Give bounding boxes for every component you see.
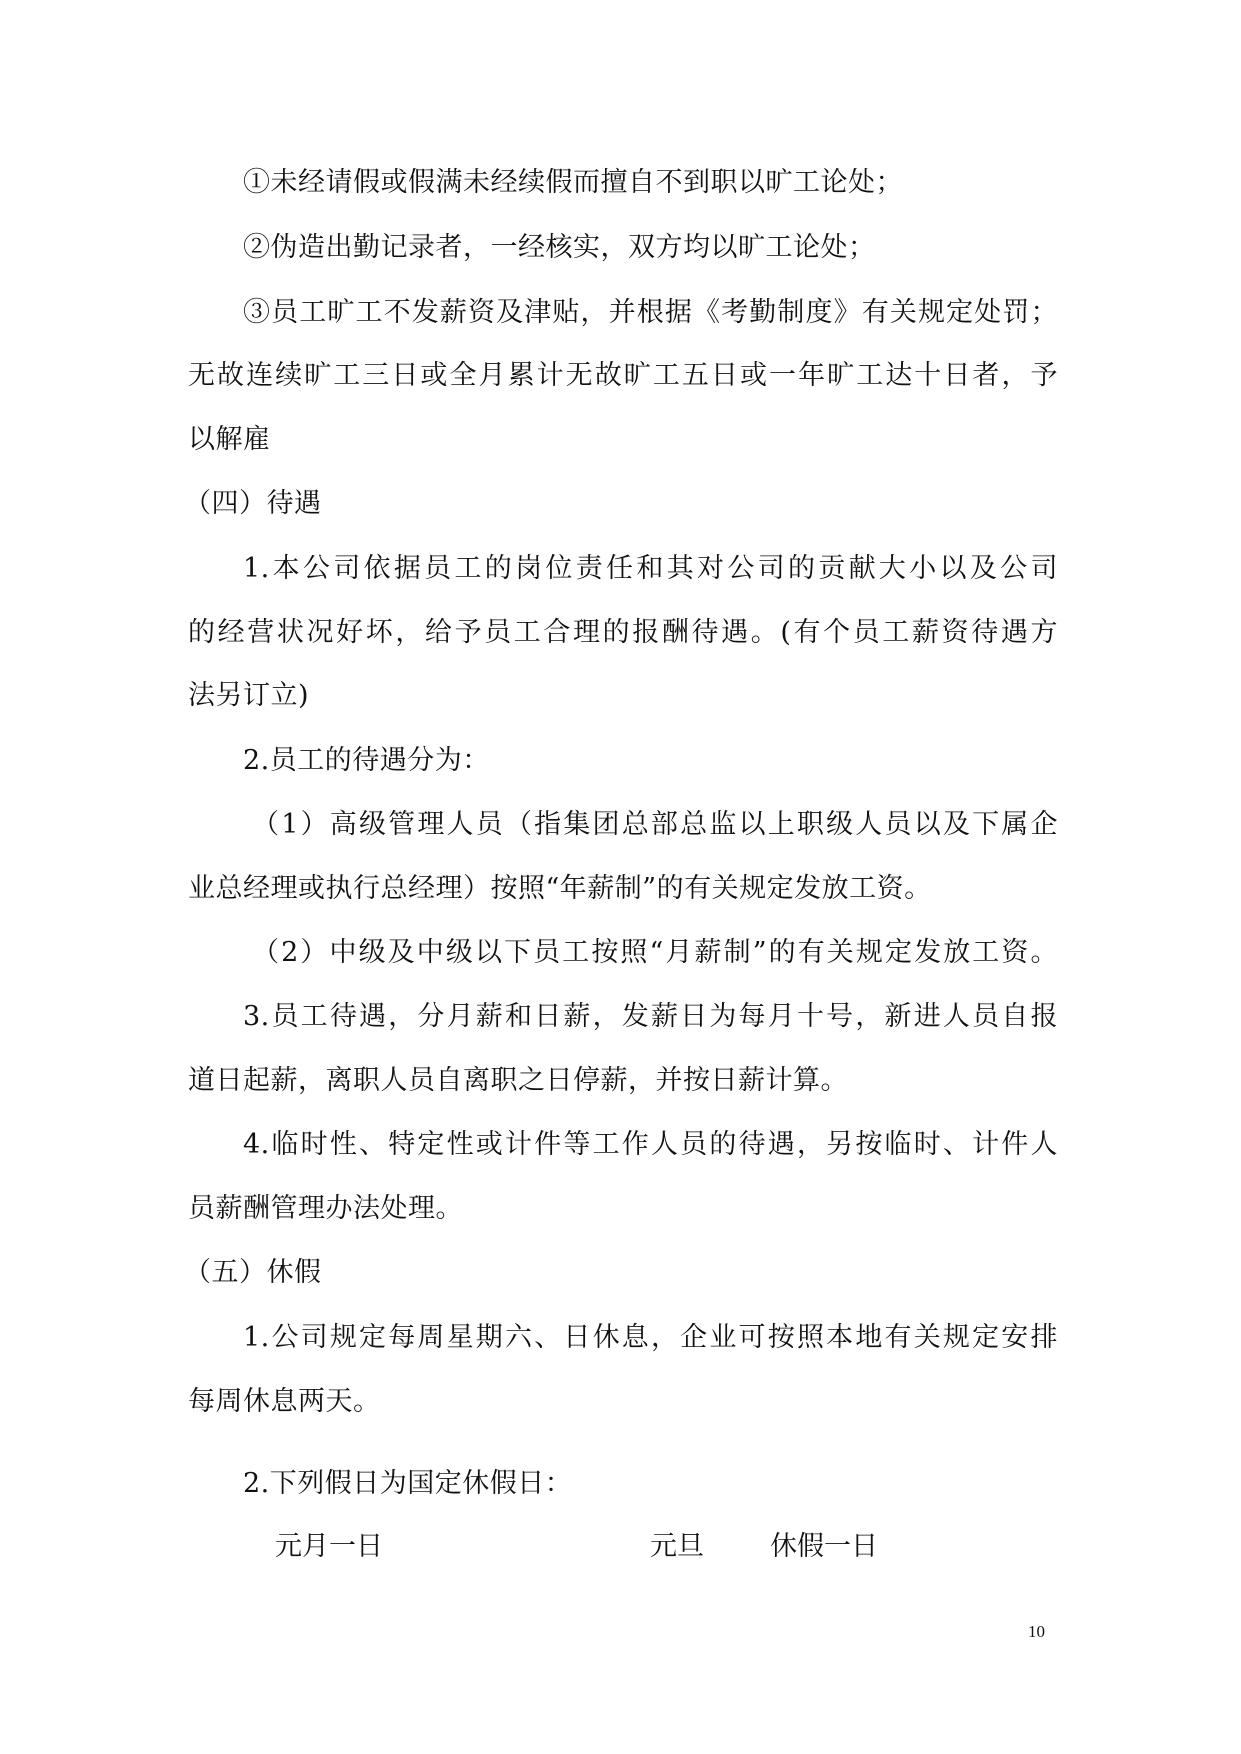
vacation-item-1-cont: 每周休息两天。 — [188, 1386, 381, 1417]
absence-rule-1: ①未经请假或假满未经续假而擅自不到职以旷工论处； — [243, 167, 903, 198]
treatment-item-4-cont: 员薪酬管理办法处理。 — [188, 1193, 463, 1224]
treatment-item-1-end: 法另订立) — [188, 680, 310, 711]
page-number: 10 — [1028, 1622, 1045, 1641]
treatment-item-2-sub-1-cont: 业总经理或执行总经理）按照“年薪制”的有关规定发放工资。 — [188, 873, 932, 904]
section-heading-treatment: （四）待遇 — [184, 488, 322, 519]
absence-rule-3-end: 以解雇 — [188, 424, 271, 455]
holiday-days: 休假一日 — [770, 1531, 878, 1562]
holiday-date: 元月一日 — [275, 1531, 383, 1562]
treatment-item-4: 4.临时性、特定性或计件等工作人员的待遇，另按临时、计件人 — [243, 1129, 1058, 1160]
treatment-item-1: 1.本公司依据员工的岗位责任和其对公司的贡献大小以及公司 — [243, 553, 1058, 584]
holiday-name: 元旦 — [650, 1531, 704, 1562]
absence-rule-3: ③员工旷工不发薪资及津贴，并根据《考勤制度》有关规定处罚； — [243, 297, 1058, 328]
absence-rule-3-cont: 无故连续旷工三日或全月累计无故旷工五日或一年旷工达十日者，予 — [188, 360, 1058, 391]
treatment-item-2: 2.员工的待遇分为： — [243, 745, 490, 776]
vacation-item-2: 2.下列假日为国定休假日： — [243, 1468, 573, 1499]
treatment-item-2-sub-1: （1）高级管理人员（指集团总部总监以上职级人员以及下属企 — [252, 809, 1058, 840]
treatment-item-3: 3.员工待遇，分月薪和日薪，发薪日为每月十号，新进人员自报 — [243, 1001, 1058, 1032]
treatment-item-1-cont: 的经营状况好坏，给予员工合理的报酬待遇。(有个员工薪资待遇方 — [188, 617, 1058, 648]
treatment-item-2-sub-2: （2）中级及中级以下员工按照“月薪制”的有关规定发放工资。 — [252, 937, 1058, 968]
section-heading-vacation: （五）休假 — [184, 1257, 322, 1288]
absence-rule-2: ②伪造出勤记录者，一经核实，双方均以旷工论处； — [243, 232, 876, 263]
treatment-item-3-cont: 道日起薪，离职人员自离职之日停薪，并按日薪计算。 — [188, 1065, 848, 1096]
vacation-item-1: 1.公司规定每周星期六、日休息，企业可按照本地有关规定安排 — [243, 1322, 1058, 1353]
